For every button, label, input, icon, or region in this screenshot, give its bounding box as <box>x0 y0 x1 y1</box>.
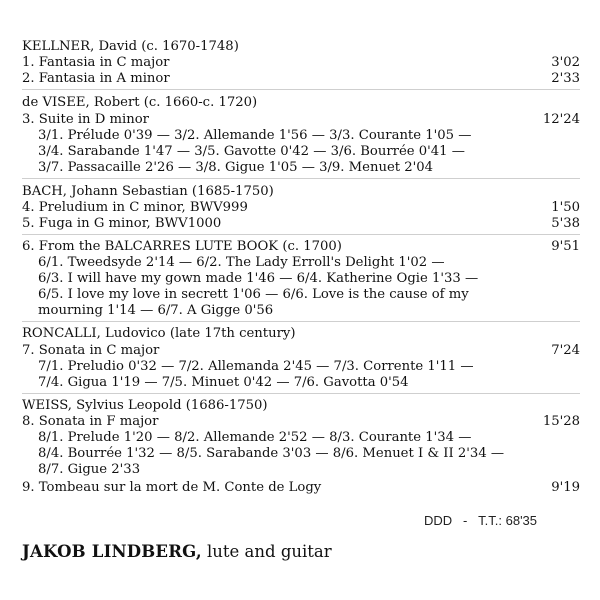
track-title: 5. Fuga in G minor, BWV1000 <box>22 216 222 231</box>
track-title: 8. Sonata in F major <box>22 414 159 429</box>
footer-separator: - <box>463 513 468 528</box>
track-duration: 2'33 <box>551 71 580 86</box>
track-duration: 9'19 <box>551 480 580 495</box>
movement-line: 6/1. Tweedsyde 2'14 — 6/2. The Lady Erroll's Delight 1'02 — <box>38 255 445 270</box>
composer-heading-kellner: KELLNER, David (c. 1670-1748) <box>22 39 239 54</box>
track-title: 1. Fantasia in C major <box>22 55 170 70</box>
performer-credit <box>22 541 332 563</box>
track-2 <box>22 70 580 87</box>
composer-heading-weiss: WEISS, Sylvius Leopold (1686-1750) <box>22 398 268 413</box>
movement-line: 6/3. I will have my gown made 1'46 — 6/4. Katherine Ogie 1'33 — <box>38 271 479 286</box>
movement-line: mourning 1'14 — 6/7. A Gigge 0'56 <box>38 303 274 318</box>
track-duration: 1'50 <box>551 200 580 215</box>
movement-line: 8/7. Gigue 2'33 <box>38 462 141 477</box>
recording-info <box>424 512 584 530</box>
track-title: 9. Tombeau sur la mort de M. Conte de Logy <box>22 480 322 495</box>
track-4 <box>22 199 580 216</box>
movement-line: 3/4. Sarabande 1'47 — 3/5. Gavotte 0'42 — 3/6. Bourrée 0'41 — <box>38 144 465 159</box>
recording-type: DDD <box>424 513 453 528</box>
track-3 <box>22 111 580 128</box>
composer-heading-bach: BACH, Johann Sebastian (1685-1750) <box>22 184 274 199</box>
track-title: 2. Fantasia in A minor <box>22 71 170 86</box>
section-divider <box>22 178 580 179</box>
track-duration: 12'24 <box>542 112 580 127</box>
track-duration: 7'24 <box>551 343 580 358</box>
track-title: 6. From the BALCARRES LUTE BOOK (c. 1700) <box>22 239 342 254</box>
composer-heading-roncalli: RONCALLI, Ludovico (late 17th century) <box>22 326 296 341</box>
movement-line: 3/1. Prélude 0'39 — 3/2. Allemande 1'56 — 3/3. Courante 1'05 — <box>38 128 472 143</box>
movement-line: 8/4. Bourrée 1'32 — 8/5. Sarabande 3'03 — 8/6. Menuet I & II 2'34 — <box>38 446 505 461</box>
movement-line: 8/1. Prelude 1'20 — 8/2. Allemande 2'52 — 8/3. Courante 1'34 — <box>38 430 472 445</box>
track-5 <box>22 215 580 232</box>
composer-heading-devisee: de VISEE, Robert (c. 1660-c. 1720) <box>22 95 258 110</box>
performer-name: JAKOB LINDBERG, <box>22 542 202 561</box>
section-divider <box>22 321 580 322</box>
track-8 <box>22 413 580 430</box>
track-duration: 9'51 <box>551 239 580 254</box>
section-divider <box>22 89 580 90</box>
track-6 <box>22 238 580 255</box>
total-time: T.T.: 68'35 <box>478 513 538 528</box>
movement-line: 6/5. I love my love in secrett 1'06 — 6/6. Love is the cause of my <box>38 287 469 302</box>
track-9 <box>22 479 580 496</box>
track-title: 7. Sonata in C major <box>22 343 160 358</box>
performer-role: lute and guitar <box>201 542 332 561</box>
track-title: 4. Preludium in C minor, BWV999 <box>22 200 248 215</box>
movement-line: 3/7. Passacaille 2'26 — 3/8. Gigue 1'05 — 3/9. Menuet 2'04 <box>38 160 434 175</box>
section-divider <box>22 234 580 235</box>
track-title: 3. Suite in D minor <box>22 112 149 127</box>
track-7 <box>22 342 580 359</box>
section-divider <box>22 393 580 394</box>
track-1 <box>22 54 580 71</box>
track-duration: 5'38 <box>551 216 580 231</box>
track-duration: 15'28 <box>542 414 580 429</box>
movement-line: 7/1. Preludio 0'32 — 7/2. Allemanda 2'45 — 7/3. Corrente 1'11 — <box>38 359 474 374</box>
movement-line: 7/4. Gigua 1'19 — 7/5. Minuet 0'42 — 7/6. Gavotta 0'54 <box>38 375 409 390</box>
track-duration: 3'02 <box>551 55 580 70</box>
